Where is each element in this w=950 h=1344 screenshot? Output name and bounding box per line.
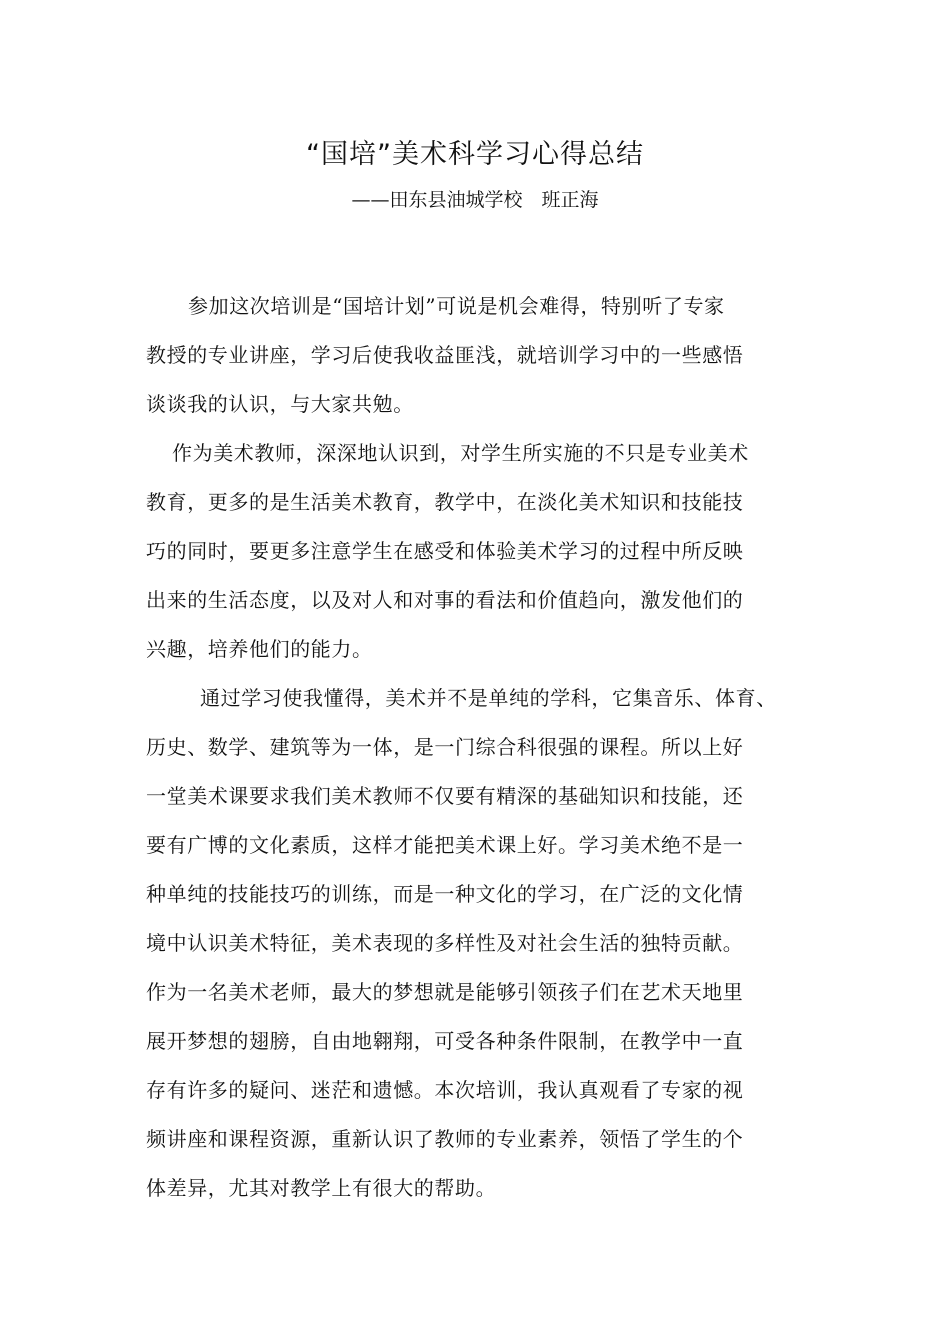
paragraph-line: 体差异，尤其对教学上有很大的帮助。 xyxy=(146,1176,497,1200)
paragraph-line: 作为美术教师，深深地认识到，对学生所实施的不只是专业美术 xyxy=(172,441,749,465)
paragraph-1 xyxy=(146,282,826,429)
paragraph-line: 参加这次培训是“国培计划”可说是机会难得，特别听了专家 xyxy=(188,294,725,318)
paragraph-line: 存有许多的疑问、迷茫和遗憾。本次培训，我认真观看了专家的视 xyxy=(146,1078,744,1102)
paragraph-line: 教授的专业讲座，学习后使我收益匪浅，就培训学习中的一些感悟 xyxy=(146,343,744,367)
paragraph-line: 巧的同时，要更多注意学生在感受和体验美术学习的过程中所反映 xyxy=(146,539,744,563)
paragraph-line: 境中认识美术特征，美术表现的多样性及对社会生活的独特贡献。 xyxy=(146,931,744,955)
paragraph-line: 通过学习使我懂得，美术并不是单纯的学科，它集音乐、体育、 xyxy=(200,686,777,710)
paragraph-line: 兴趣，培养他们的能力。 xyxy=(146,637,373,661)
paragraph-line: 要有广博的文化素质，这样才能把美术课上好。学习美术绝不是一 xyxy=(146,833,744,857)
document-body xyxy=(146,282,826,1213)
paragraph-line: 教育，更多的是生活美术教育，教学中，在淡化美术知识和技能技 xyxy=(146,490,744,514)
paragraph-line: 展开梦想的翅膀，自由地翱翔，可受各种条件限制，在教学中一直 xyxy=(146,1029,744,1053)
document-subtitle: ——田东县油城学校 班正海 xyxy=(351,189,599,211)
paragraph-line: 谈谈我的认识，与大家共勉。 xyxy=(146,392,414,416)
paragraph-line: 历史、数学、建筑等为一体，是一门综合科很强的课程。所以上好 xyxy=(146,735,744,759)
paragraph-line: 种单纯的技能技巧的训练，而是一种文化的学习，在广泛的文化情 xyxy=(146,882,744,906)
paragraph-2 xyxy=(146,429,826,674)
document-title: “国培”美术科学习心得总结 xyxy=(306,139,644,170)
paragraph-line: 一堂美术课要求我们美术教师不仅要有精深的基础知识和技能，还 xyxy=(146,784,744,808)
paragraph-line: 作为一名美术老师，最大的梦想就是能够引领孩子们在艺术天地里 xyxy=(146,980,744,1004)
paragraph-3 xyxy=(146,674,826,1213)
paragraph-line: 频讲座和课程资源，重新认识了教师的专业素养，领悟了学生的个 xyxy=(146,1127,744,1151)
paragraph-line: 出来的生活态度，以及对人和对事的看法和价值趋向，激发他们的 xyxy=(146,588,744,612)
